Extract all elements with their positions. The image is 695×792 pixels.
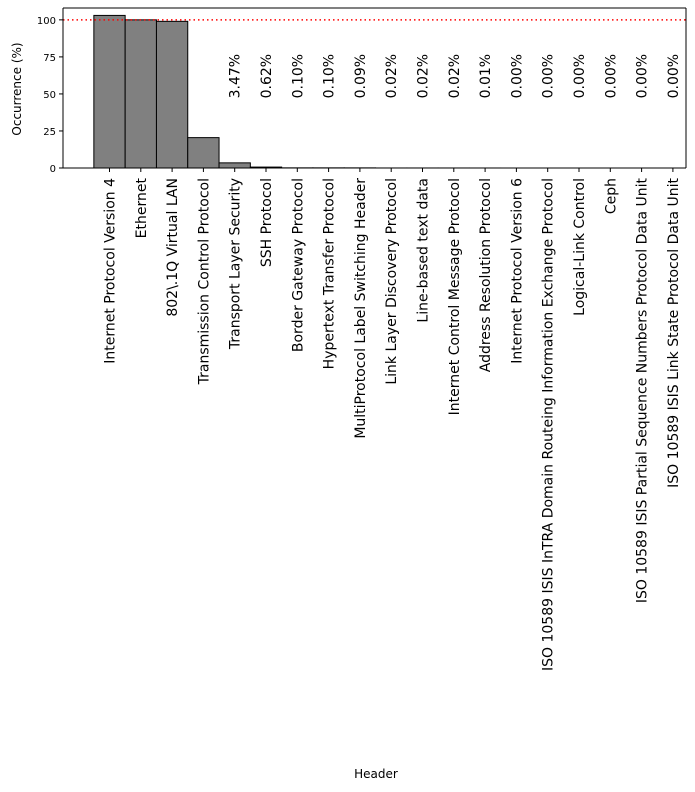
bar — [94, 15, 125, 168]
data-label: 0.00% — [572, 53, 588, 99]
x-tick-label: Link Layer Discovery Protocol — [384, 178, 401, 385]
y-tick-label: 50 — [43, 89, 56, 101]
x-tick-label: MultiProtocol Label Switching Header — [352, 178, 369, 439]
data-label: 3.47% — [227, 53, 244, 99]
x-tick-label: Line-based text data — [415, 178, 432, 323]
y-tick-label: 75 — [43, 52, 56, 64]
data-label: 0.00% — [540, 53, 557, 99]
data-label: 0.62% — [259, 53, 275, 99]
data-label: 0.00% — [634, 53, 651, 99]
bar — [219, 163, 250, 168]
x-tick-label: Ceph — [603, 178, 620, 215]
x-tick-label: 802\.1Q Virtual LAN — [165, 178, 182, 317]
data-labels — [228, 54, 682, 98]
bar — [188, 138, 219, 168]
x-tick-label: ISO 10589 ISIS Partial Sequence Numbers Protocol Data Unit — [634, 178, 651, 604]
data-label: 0.00% — [603, 53, 620, 99]
data-label: 0.09% — [352, 53, 369, 99]
bar — [125, 20, 156, 168]
x-tick-label: Logical-Link Control — [572, 178, 588, 316]
x-tick-label: Hypertext Transfer Protocol — [321, 177, 338, 370]
x-tick-label: Ethernet — [133, 178, 150, 239]
data-label: 0.00% — [665, 53, 682, 99]
data-label: 0.10% — [321, 53, 338, 99]
x-tick-label: ISO 10589 ISIS Link State Protocol Data Unit — [665, 178, 682, 488]
x-tick-label: Internet Control Message Protocol — [446, 178, 463, 416]
data-label: 0.01% — [478, 53, 495, 99]
x-tick-label: Internet Protocol Version 4 — [102, 178, 119, 364]
y-tick-label: 0 — [49, 164, 56, 175]
x-tick-label: Transport Layer Security — [227, 178, 244, 350]
x-tick-label: Address Resolution Protocol — [478, 177, 495, 373]
x-axis-title: Header — [354, 767, 398, 781]
y-axis-title: Occurrence (%) — [10, 42, 24, 136]
data-label: 0.02% — [415, 53, 432, 99]
x-tick-label: ISO 10589 ISIS InTRA Domain Routeing Information Exchange Protocol — [540, 177, 557, 671]
x-tick-label: Transmission Control Protocol — [196, 178, 213, 385]
data-label: 0.10% — [290, 53, 307, 99]
data-label: 0.00% — [509, 53, 526, 99]
x-tick-label: Border Gateway Protocol — [290, 178, 307, 353]
data-label: 0.02% — [384, 53, 401, 99]
x-tick-label: Internet Protocol Version 6 — [509, 178, 526, 364]
bar — [156, 21, 187, 168]
y-tick-label: 100 — [36, 15, 56, 27]
data-label: 0.02% — [446, 53, 463, 99]
y-tick-label: 25 — [43, 126, 56, 138]
x-tick-label: SSH Protocol — [259, 178, 275, 268]
